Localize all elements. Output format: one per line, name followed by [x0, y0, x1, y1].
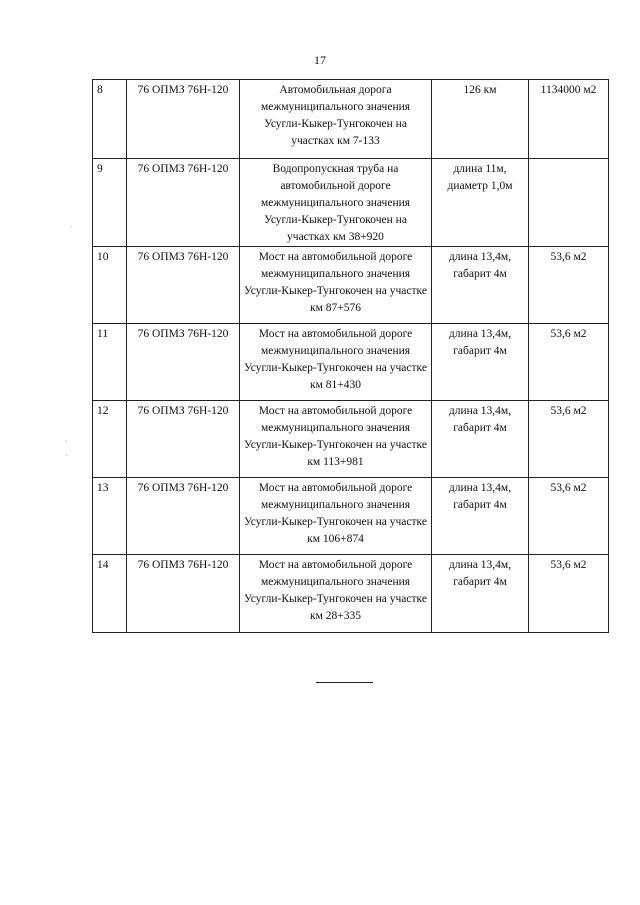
row-number: 8 — [93, 80, 127, 159]
object-area: 53,6 м2 — [529, 324, 609, 401]
object-name: Мост на автомобильной дороге межмуниципального значения Усугли-Кыкер-Тунгокочен на участке км 113+981 — [240, 401, 432, 478]
object-parameters: длина 13,4м, габарит 4м — [432, 401, 529, 478]
object-parameters: длина 11м, диаметр 1,0м — [432, 159, 529, 247]
table-row — [93, 247, 609, 324]
object-name: Автомобильная дорога межмуниципального значения Усугли-Кыкер-Тунгокочен на участках км 7-133 — [240, 80, 432, 159]
object-area: 53,6 м2 — [529, 555, 609, 633]
object-area: 53,6 м2 — [529, 401, 609, 478]
road-code: 76 ОПМЗ 76Н-120 — [127, 247, 240, 324]
object-name: Мост на автомобильной дороге межмуниципального значения Усугли-Кыкер-Тунгокочен на участке км 106+874 — [240, 478, 432, 555]
object-parameters: длина 13,4м, габарит 4м — [432, 555, 529, 633]
object-parameters: длина 13,4м, габарит 4м — [432, 324, 529, 401]
row-number: 14 — [93, 555, 127, 633]
scan-speck — [66, 455, 67, 456]
end-of-document-line — [316, 682, 373, 683]
scan-speck — [71, 226, 72, 227]
object-parameters: 126 км — [432, 80, 529, 159]
object-area — [529, 159, 609, 247]
road-code: 76 ОПМЗ 76Н-120 — [127, 80, 240, 159]
road-code: 76 ОПМЗ 76Н-120 — [127, 478, 240, 555]
table-row — [93, 478, 609, 555]
row-number: 13 — [93, 478, 127, 555]
row-number: 9 — [93, 159, 127, 247]
road-code: 76 ОПМЗ 76Н-120 — [127, 324, 240, 401]
page-number: 17 — [314, 53, 326, 67]
road-objects-table — [92, 79, 609, 633]
road-code: 76 ОПМЗ 76Н-120 — [127, 159, 240, 247]
road-code: 76 ОПМЗ 76Н-120 — [127, 555, 240, 633]
row-number: 11 — [93, 324, 127, 401]
row-number: 12 — [93, 401, 127, 478]
row-number: 10 — [93, 247, 127, 324]
table-row — [93, 401, 609, 478]
object-area: 53,6 м2 — [529, 247, 609, 324]
object-parameters: длина 13,4м, габарит 4м — [432, 478, 529, 555]
table-row — [93, 324, 609, 401]
scan-speck — [66, 441, 67, 442]
object-area: 1134000 м2 — [529, 80, 609, 159]
object-name: Мост на автомобильной дороге межмуниципального значения Усугли-Кыкер-Тунгокочен на участке км 28+335 — [240, 555, 432, 633]
table-row — [93, 555, 609, 633]
object-name: Водопропускная труба на автомобильной дороге межмуниципального значения Усугли-Кыкер-Тунгокочен на участках км 38+920 — [240, 159, 432, 247]
object-name: Мост на автомобильной дороге межмуниципального значения Усугли-Кыкер-Тунгокочен на участке км 81+430 — [240, 324, 432, 401]
object-area: 53,6 м2 — [529, 478, 609, 555]
road-code: 76 ОПМЗ 76Н-120 — [127, 401, 240, 478]
object-parameters: длина 13,4м, габарит 4м — [432, 247, 529, 324]
object-name: Мост на автомобильной дороге межмуниципального значения Усугли-Кыкер-Тунгокочен на участке км 87+576 — [240, 247, 432, 324]
table-row — [93, 159, 609, 247]
table-row — [93, 80, 609, 159]
